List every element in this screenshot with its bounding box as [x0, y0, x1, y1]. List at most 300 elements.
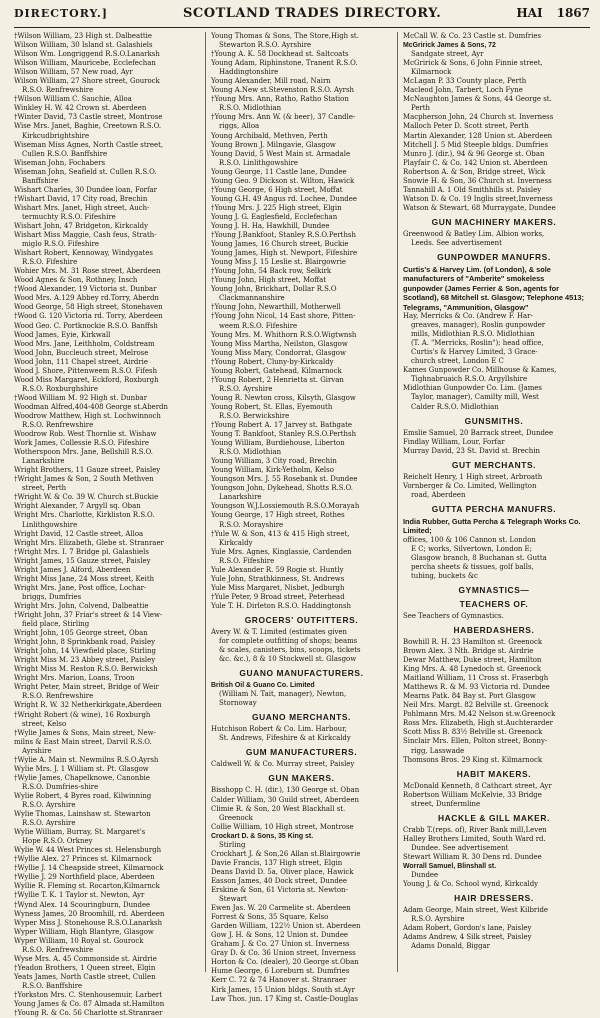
- directory-entry: †Young Mrs. J. 225 High street, Elgin: [210, 203, 342, 212]
- directory-entry: Wright James J. Alford, Aberdeen: [14, 565, 131, 574]
- directory-entry: Wilson William, Mauricebe, Ecclefechan: [14, 59, 156, 68]
- directory-entry: Woodrow Matthew, High st. Lochwinnoch: [14, 411, 161, 420]
- directory-entry: Young J. H. Ha, Hawkhill, Dundee: [210, 221, 330, 230]
- entry-continuation: Kirkcaldy: [218, 538, 253, 547]
- directory-entry: Woodman Alfred,404-408 George st.Aberdn: [14, 402, 168, 411]
- columns: [14, 32, 590, 1018]
- entry-continuation: road, Aberdeen: [410, 490, 466, 499]
- entry-continuation: R.S.O. Midlothian: [218, 448, 282, 457]
- directory-entry: †Wright James & Son, 2 South Methven: [14, 475, 154, 484]
- directory-entry: Watson & Stewart, 68 Murraygate, Dundee: [402, 203, 556, 212]
- directory-entry: Wright Mrs. Marion, Loans, Troon: [14, 674, 135, 683]
- directory-entry: Wilson William, 57 New road, Ayr: [14, 68, 133, 77]
- directory-entry: Wood George, 58 High street, Stonehaven: [14, 303, 163, 312]
- directory-entry: Young Adam, Riphinstone, Tranent R.S.O.: [210, 59, 358, 68]
- entry-continuation: Hope R.S.O. Orkney: [22, 837, 93, 846]
- directory-entry: Bowhill R. H. 23 Hamilton st. Greenock: [402, 637, 543, 646]
- directory-entry: Snowie H. & Son, 36 Church st. Inverness: [402, 176, 552, 185]
- directory-entry: †Yorkston Mrs. C. Stenhousemuir, Larbert: [14, 990, 163, 999]
- directory-entry: Wise Mrs. Janet, Baghie, Creetown R.S.O.: [14, 122, 162, 131]
- entry-continuation: (T. A. "Merricks, Roslin"); head office,: [410, 339, 544, 348]
- directory-entry: King Mrs. A. 48 Lynedoch st. Greenock: [402, 665, 542, 674]
- directory-entry: Wotherspoon Mrs. Jane, Bellshill R.S.O.: [14, 448, 153, 457]
- directory-entry: Adams Andrew, 4 Silk street, Paisley: [402, 933, 532, 942]
- directory-entry: Wylie Robert, 4 Byres road, Kilwinning: [14, 791, 152, 800]
- directory-entry: Wyness James, 20 Broomhill, rd. Aberdeen: [14, 909, 165, 918]
- entry-continuation: Calder R.S.O. Midlothian: [410, 402, 499, 411]
- directory-entry: McGririck & Sons, 6 John Finnie street,: [402, 59, 543, 68]
- directory-entry: †Young Mrs. Ann, Ratho, Ratho Station: [210, 95, 349, 104]
- entry-continuation: Taylor, manager), Camilty mill, West: [410, 393, 539, 402]
- directory-entry: Yeats James, North Castle street, Cullen: [14, 972, 156, 981]
- directory-entry: Climie R. & Son, 20 West Blackhall st.: [210, 804, 346, 813]
- entry-continuation: Dundee: [410, 870, 439, 879]
- section-heading: HABIT MAKERS.: [456, 768, 532, 779]
- directory-entry: Crockhart J. & Son,26 Allan st.Blairgowrie: [210, 849, 361, 858]
- directory-entry: Kerr C. 72 & 74 Hanover st. Stranraer: [210, 976, 347, 985]
- directory-entry: Wyper Miss J. Stonehouse R.S.O.Lanarksh: [14, 918, 163, 927]
- directory-entry: †Wyllie Alex. 27 Princes st. Kilmarnock: [14, 855, 152, 864]
- entry-continuation: church street, London E C: [410, 357, 504, 366]
- directory-entry: Brown Alex. 3 Nth. Bridge st. Airdrie: [402, 647, 534, 655]
- directory-entry: offices, 100 & 106 Cannon st. London: [402, 535, 536, 544]
- directory-entry: milns & East Main street, Darvil R.S.O.: [14, 737, 152, 746]
- directory-entry: Wright Mrs. Jane, Post office, Lochar-: [14, 583, 147, 592]
- directory-entry: Stewart William R. 30 Dens rd. Dundee: [402, 852, 542, 861]
- section-heading: GUN MAKERS.: [268, 773, 335, 784]
- directory-entry: Youngson Mrs. J. 55 Rosebank st. Dundee: [210, 475, 358, 484]
- directory-entry: †Young A. K. 58 Dockhead st. Saltcoats: [210, 50, 349, 59]
- entry-continuation: termuchty R.S.O. Fifeshire: [22, 212, 116, 221]
- directory-entry: †Young George, 6 High street, Moffat: [210, 185, 343, 194]
- directory-entry: Adam George, Main street, West Kilbride: [402, 906, 549, 915]
- directory-entry: Ross Mrs. Elizabeth, High st.Auchterarder: [402, 719, 553, 728]
- directory-entry: †Yule Peter, 9 Broad street, Peterhead: [210, 592, 345, 601]
- directory-entry: Young Miss Mary, Condorrat, Glasgow: [210, 348, 346, 357]
- directory-entry: Wright John, 105 George street, Oban: [14, 629, 148, 638]
- entry-continuation: Leeds. See advertisement: [410, 238, 502, 247]
- directory-entry: Woodrow Rob. West Thornlie st. Wishaw: [14, 430, 157, 439]
- directory-entry: Wright David, 12 Castle street, Alloa: [14, 529, 144, 538]
- entry-continuation: R.S.O. Berwickshire: [218, 411, 290, 420]
- directory-entry: Mearns Patk. 84 Bay st. Port Glasgow: [402, 692, 536, 701]
- directory-entry: Yule John, Strathkinness, St. Andrews: [210, 574, 345, 583]
- entry-continuation: St. Andrews, Fifeshire & at Kirkcaldy: [218, 734, 351, 743]
- directory-entry: Wright Miss Jane, 24 Moss street, Keith: [14, 574, 155, 583]
- entry-continuation: (William N. Tait, manager), Newton,: [218, 690, 347, 699]
- entry-continuation: weem R.S.O. Fifeshire: [218, 321, 298, 330]
- directory-entry: Wright R. W. 32 Netherkirkgate,Aberdeen: [14, 701, 162, 710]
- entry-continuation: Greenock: [218, 813, 253, 822]
- directory-entry: †Young John, 54 Back row, Selkirk: [210, 267, 332, 276]
- entry-continuation: R.S.O. Dumfries-shire: [22, 782, 99, 791]
- directory-entry: Mitchell J. 5 Mid Steeple bldgs. Dumfries: [402, 140, 549, 149]
- section-heading: TEACHERS OF.: [459, 598, 529, 609]
- entry-continuation: Glasgow branch, 8 Buchanan st. Gutta: [410, 553, 547, 562]
- entry-continuation: Ayrshire: [22, 746, 52, 755]
- directory-entry: Wylie Thomas, Lainshaw st. Stewarton: [14, 810, 151, 819]
- entry-continuation: R.S.O. Renfrewshire: [22, 86, 94, 95]
- directory-entry: Wylie William, Burray, St. Margaret's: [14, 828, 146, 837]
- directory-entry: †Young R. & Co. 56 Charlotte st.Stranraer: [14, 1009, 163, 1018]
- directory-entry: Wright James, 15 Gauze street, Paisley: [14, 556, 151, 565]
- directory-entry: Halley Brothers Limited, South Ward rd.: [402, 834, 546, 843]
- directory-entry: See Teachers of Gymnastics.: [402, 611, 504, 620]
- entry-continuation: Cullen R.S.O. Banffshire: [22, 149, 108, 158]
- entry-continuation: R.S.O. Renfrewshire: [22, 421, 94, 430]
- directory-entry: Young Mrs. M. Whithorn R.S.O.Wigtwnsh: [210, 330, 357, 339]
- directory-entry: Horton & Co. (dealer), 20 George st.Oban: [210, 958, 359, 967]
- directory-entry: Young Geo. 9 Dickson st. Wilton, Hawick: [210, 176, 355, 185]
- section-heading: GUT MERCHANTS.: [451, 459, 537, 470]
- featured-entry: Worrall Samuel, Blinshall st.: [402, 862, 497, 870]
- section-heading: GUTTA PERCHA MANUFRS.: [431, 503, 557, 514]
- entry-continuation: R.S.O. Fifeshire: [22, 258, 78, 267]
- entry-continuation: percha sheets & tissues, golf balls,: [410, 562, 534, 571]
- entry-continuation: Sandgate street, Ayr: [410, 50, 484, 59]
- directory-entry: Martin Alexander, 128 Union st. Aberdeen: [402, 131, 553, 140]
- section-heading: GUM MANUFACTURERS.: [245, 747, 358, 758]
- directory-entry: Yule T. H. Dirleton R.S.O. Haddingtonsh: [210, 601, 351, 610]
- directory-entry: Macpherson John, 24 Church st. Inverness: [402, 113, 554, 122]
- directory-entry: Wishart Charles, 30 Dundee loan, Forfar: [14, 185, 157, 194]
- section-heading: GROCERS' OUTFITTERS.: [244, 615, 359, 625]
- entry-continuation: greaves, manager), Roslin gunpowder: [410, 321, 546, 330]
- directory-entry: Neil Mrs. Margt. 82 Belville st. Greenock: [402, 701, 549, 710]
- directory-entry: Wiseman John, Seafield st. Cullen R.S.O.: [14, 167, 157, 176]
- directory-entry: Hutchison Robert & Co. Lim. Harbour,: [210, 725, 347, 734]
- directory-entry: Findlay William, Lour, Forfar: [402, 437, 505, 446]
- directory-entry: Tannahill A. 1 Old Smithhills st. Paisley: [402, 185, 542, 194]
- directory-entry: Garden William, 122½ Union st. Aberdeen: [210, 922, 361, 931]
- directory-entry: Young G.H. 49 Angus rd. Lochee, Dundee: [210, 194, 357, 203]
- directory-entry: Young James & Co. 87 Almada st.Hamilton: [14, 1000, 165, 1009]
- directory-entry: Young J. G. Eaglesfield, Ecclefechan: [210, 212, 338, 221]
- entry-continuation: Adams Donald, Biggar: [410, 942, 490, 951]
- directory-entry: Wright Miss M. 23 Abbey street, Paisley: [14, 656, 156, 665]
- entry-continuation: Curtis's & Harvey Limited, 3 Grace-: [410, 348, 538, 357]
- directory-entry: Robertson A. & Son, Bridge street, Wick: [402, 167, 546, 176]
- directory-entry: †Wylie A. Main st. Newmilns R.S.O.Ayrsh: [14, 755, 159, 764]
- section-heading: GUNSMITHS.: [464, 415, 524, 426]
- directory-entry: Reichelt Henry, 1 High street, Arbroath: [402, 472, 543, 481]
- directory-entry: †Young John, Newarthill, Motherwell: [210, 303, 341, 312]
- directory-entry: †Wright Robert (& wine), 16 Roxburgh: [14, 710, 151, 719]
- directory-entry: †Wyllie J. 14 Cheapside street, Kilmarnock: [14, 864, 164, 873]
- running-head-left: DIRECTORY.]: [14, 7, 109, 20]
- directory-entry: Wright Peter, Main street, Bridge of Weir: [14, 683, 159, 692]
- directory-entry: Work James, Collessie R.S.O. Fifeshire: [14, 439, 150, 448]
- column-1: [14, 32, 206, 1018]
- featured-entry: British Oil & Guano Co. Limited: [210, 682, 315, 690]
- featured-notice: Curtis's & Harvey Lim. (of London), & sole manufacturers of "Amberite" smokeless gunpowder (James Ferrier & Son, agents for Scotland), 68 Mitchell st. Glasgow; Telephone 4513; Telegrams, "Ammunition, Glasgow": [402, 265, 584, 312]
- entry-continuation: street, Perth: [22, 484, 67, 493]
- entry-continuation: &c. &c.), 8 & 10 Stockwell st. Glasgow: [218, 655, 357, 664]
- directory-entry: Wright Brothers, 11 Gauze street, Paisley: [14, 466, 161, 475]
- directory-entry: Young John, Brickhart, Dollar R.S.O: [210, 285, 337, 294]
- entry-continuation: R.S.O. Renfrewshire: [22, 945, 94, 954]
- featured-entry: Crockart D. & Sons, 35 King st.: [210, 832, 314, 840]
- directory-entry: Scott Miss B. 83½ Belville st. Greenock: [402, 728, 543, 737]
- directory-entry: Wood Mrs. A.129 Abbey rd.Torry, Aberdn: [14, 294, 159, 303]
- entry-continuation: R.S.O. Midlothian: [218, 104, 282, 113]
- entry-continuation: mills, Midlothian R.S.O. Midlothian: [410, 330, 535, 339]
- entry-continuation: R.S.O. Ayrshire: [218, 384, 273, 393]
- directory-entry: Vornberger & Co. Limited, Wellington: [402, 481, 537, 490]
- entry-continuation: R.S.O. Banffshire: [22, 981, 83, 990]
- directory-entry: Kames Gunpowder Co. Millhouse & Kames,: [402, 366, 557, 375]
- directory-entry: Wood John, Buccleuch street, Melrose: [14, 348, 149, 357]
- directory-entry: Winkley H. W. 42 Crown st. Aberdeen: [14, 104, 147, 113]
- directory-entry: †Young Robert, 2 Henrietta st. Girvan: [210, 375, 344, 384]
- directory-entry: †Wright Mrs. I. 7 Bridge pl. Galashiels: [14, 547, 149, 556]
- directory-entry: Wright Mrs. Charlotte, Kirkliston R.S.O.: [14, 511, 155, 520]
- featured-notice: India Rubber, Gutta Percha & Telegraph Works Co. Limited;: [402, 516, 581, 536]
- directory-entry: Hay, Merricks & Co. (Andrew F. Har-: [402, 312, 533, 321]
- directory-entry: †Young Robert A. 17 Jarvey st. Bathgate: [210, 421, 352, 430]
- directory-entry: †Young Mrs. Ann W. (& beer), 37 Candle-: [210, 113, 356, 122]
- directory-entry: Matthews R. & M. 93 Victoria rd. Dundee: [402, 683, 550, 692]
- section-heading: GUNPOWDER MANUFRS.: [437, 252, 551, 263]
- entry-continuation: Haddingtonshire: [218, 68, 279, 77]
- section-label: HAI: [516, 6, 543, 20]
- directory-entry: †Young John, High street, Moffat: [210, 276, 327, 285]
- entry-continuation: R.S.O. Renfrewshire: [22, 692, 94, 701]
- page-title: SCOTLAND TRADES DIRECTORY.: [183, 6, 442, 21]
- directory-entry: †Wylie James & Sons, Main street, New-: [14, 728, 156, 737]
- directory-entry: Young Robert, St. Ellas, Eyemouth: [210, 402, 333, 411]
- directory-entry: Wright Miss M. Reston R.S.O. Berwicksh: [14, 665, 158, 674]
- directory-entry: †Yule W. & Son, 413 & 415 High street,: [210, 529, 350, 538]
- entry-continuation: E C; works, Silvertown, London E;: [410, 544, 532, 553]
- directory-entry: Wright John, 14 Viewfield place, Stirling: [14, 647, 156, 656]
- directory-entry: Wylie Mrs. J. 1 William st. Pt. Glasgow: [14, 764, 149, 773]
- directory-entry: Emslie Samuel, 20 Barrack street, Dundee: [402, 428, 554, 437]
- directory-entry: Wilson Wm. Longriggend R.S.O.Lanarksh: [14, 50, 160, 59]
- page-header: [14, 6, 590, 28]
- directory-entry: Young Thomas & Sons, The Store,High st.: [210, 32, 359, 40]
- directory-entry: Young Alexander, Mill road, Nairn: [210, 77, 331, 86]
- directory-entry: †Wishart David, 17 City road, Brechin: [14, 194, 148, 203]
- section-heading: HABERDASHERS.: [453, 624, 535, 635]
- entry-continuation: Perth: [410, 104, 431, 113]
- directory-entry: Young Robert, Gatehead, Kilmarnock: [210, 366, 342, 375]
- directory-entry: McNaughton James & Sons, 44 George st.: [402, 95, 552, 104]
- directory-entry: Calder William, 30 Guild street, Aberdeen: [210, 795, 359, 804]
- entry-continuation: Stirling: [218, 840, 246, 849]
- directory-entry: Wood Miss Margaret, Eckford, Roxburgh: [14, 375, 159, 384]
- directory-entry: Wood J. Shore, Pittenweem R.S.O. Fifesh: [14, 366, 158, 375]
- directory-entry: Wood James, Eyie, Kirkwall: [14, 330, 111, 339]
- section-heading: HAIR DRESSERS.: [454, 893, 534, 904]
- directory-entry: Young James, 16 Church street, Buckie: [210, 240, 349, 249]
- directory-entry: Wishart Robert, Kennoway, Windygates: [14, 249, 153, 258]
- entry-continuation: rigg, Lasswade: [410, 746, 465, 755]
- directory-entry: Law Thos. jun. 17 King st. Castle-Douglas: [210, 994, 358, 1003]
- directory-entry: Maitland William, 11 Cross st. Fraserbgh: [402, 674, 549, 683]
- directory-entry: Caldwell W. & Co. Murray street, Paisley: [210, 760, 355, 769]
- entry-continuation: for complete outfitting of shops; beams: [218, 637, 358, 646]
- entry-continuation: R.S.O. Fifeshire: [218, 556, 275, 565]
- directory-entry: Yule Mrs. Agnes, Kinglassie, Cardenden: [210, 547, 352, 556]
- directory-entry: Wood Mrs. Jane, Leithholm, Coldstream: [14, 339, 155, 348]
- directory-entry: †Young J.Bankfoot, Stanley R.S.O.Perthsh: [210, 231, 356, 240]
- directory-entry: Wright John, 8 Sprinkbank road, Paisley: [14, 638, 156, 647]
- directory-entry: Deans David D. 5a, Oliver place, Hawick: [210, 867, 354, 876]
- entry-continuation: Dundee. See advertisement: [410, 843, 509, 852]
- section-heading: GUANO MANUFACTURERS.: [239, 668, 364, 679]
- directory-entry: Wright Mrs. John, Colvend, Dalbeattie: [14, 601, 149, 610]
- column-2: [206, 32, 398, 1003]
- directory-entry: Ewen Jas. W. 20 Carmelite st. Aberdeen: [210, 904, 351, 913]
- entry-continuation: field place, Stirling: [22, 620, 90, 629]
- directory-entry: Murray David, 23 St. David st. Brechin: [402, 446, 540, 455]
- directory-entry: Young William, Kirk-Yetholm, Kelso: [210, 466, 334, 475]
- directory-entry: †Winter David, 73 Castle street, Montrose: [14, 113, 163, 122]
- entry-continuation: Clackmannanshire: [218, 294, 285, 303]
- directory-entry: †Wood Alexander, 19 Victoria st. Dunbar: [14, 285, 157, 294]
- directory-entry: Thomsons Bros. 29 King st. Kilmarnock: [402, 755, 543, 764]
- directory-entry: Adam Robert, Gordon's lane, Paisley: [402, 924, 532, 933]
- directory-entry: Wishart Mrs. Janet, High street, Auch-: [14, 203, 150, 212]
- directory-entry: †Wynd Alex. 14 Scouringburn, Dundee: [14, 900, 151, 909]
- directory-entry: †Wylie James, Chapelknowe, Canonbie: [14, 773, 150, 782]
- entry-continuation: Kilmarnock: [410, 68, 452, 77]
- directory-entry: Young Miss Martha, Neilston, Glasgow: [210, 339, 348, 348]
- directory-entry: †Wilson William, 23 High st. Dalbeattie: [14, 32, 153, 40]
- directory-entry: Young George, 11 Castle lane, Dundee: [210, 167, 347, 176]
- directory-entry: †Yeadon Brothers, 1 Queen street, Elgin: [14, 963, 156, 972]
- entry-continuation: street, Kelso: [22, 719, 67, 728]
- directory-entry: Gow J. H. & Sons, 12 Union st. Dundee: [210, 931, 349, 940]
- directory-entry: †Young John Nicol, 14 East shore, Pitten-: [210, 312, 356, 321]
- directory-entry: Yule Alexander R. 59 Rogie st. Huntly: [210, 565, 344, 574]
- directory-entry: Macleod John, Tarbert, Loch Fyne: [402, 86, 523, 95]
- entry-continuation: R.S.O. Roxburghshire: [22, 384, 98, 393]
- entry-continuation: R.S.O. Morayshire: [218, 520, 284, 529]
- directory-entry: Wishart John, 47 Bridgeton, Kirkcaldy: [14, 221, 149, 230]
- directory-entry: Davie Francis, 137 High street, Elgin: [210, 858, 343, 867]
- directory-entry: Young Miss J. 15 Leslie st. Blairgowrie: [210, 258, 347, 267]
- entry-continuation: R.S.O. Ayrshire: [22, 800, 76, 809]
- directory-entry: Wright Alexander, 7 Argyll sq. Oban: [14, 502, 141, 511]
- directory-entry: †Wright John, 37 Friar's street & 14 View-: [14, 611, 163, 619]
- directory-entry: Young George, 17 High street, Rothes: [210, 511, 345, 520]
- directory-entry: Greenwood & Batley Lim. Albion works,: [402, 229, 545, 238]
- directory-entry: Wyse Mrs. A. 45 Commonside st. Airdrie: [14, 954, 157, 963]
- directory-entry: Wood John, 111 Chapel street, Airdrie: [14, 357, 148, 366]
- directory-entry: †Wyllie T. K. 1 Taylor st. Newton, Ayr: [14, 891, 145, 900]
- directory-entry: Wyper William, High Blantyre, Glasgow: [14, 927, 154, 936]
- directory-entry: Young T. Bankfoot, Stanley R.S.O.Perthsh: [210, 430, 357, 439]
- directory-entry: Wood Agnes & Son, Rothney, Insch: [14, 276, 138, 285]
- entry-continuation: Lanarkshire: [22, 457, 65, 466]
- directory-entry: Young A.New st.Stevenston R.S.O. Ayrsh: [210, 86, 354, 95]
- directory-entry: Young Archibald, Methven, Perth: [210, 131, 328, 140]
- directory-entry: †Wood G. 120 Victoria rd. Torry, Aberdeen: [14, 312, 163, 321]
- directory-entry: Midlothian Gunpowder Co. Lim. (James: [402, 384, 542, 393]
- directory-entry: Wylie W. 44 West Princes st. Helensburgh: [14, 846, 162, 855]
- entry-continuation: R.S.O. Ayrshire: [410, 915, 465, 924]
- entry-continuation: Banffshire: [22, 176, 59, 185]
- directory-entry: Avery W. & T. Limited (estimates given: [210, 628, 347, 636]
- directory-entry: McDonald Kenneth, 8 Cathcart street, Ayr: [402, 781, 552, 790]
- directory-entry: Wood Geo. C. Portknockie R.S.O. Banffsh: [14, 321, 158, 330]
- directory-entry: †Wright W. & Co. 39 W. Church st.Buckie: [14, 493, 159, 502]
- directory-entry: Youngson W.J.Lossiemouth R.S.O.Morayah: [210, 502, 360, 511]
- directory-entry: McLagan P. 33 County place, Perth: [402, 77, 527, 86]
- directory-entry: Hume George, 6 Loreburn st. Dumfries: [210, 967, 350, 976]
- directory-entry: Forrest & Sons, 35 Square, Kelso: [210, 913, 329, 922]
- directory-entry: Watson D. & Co. 19 Inglis street,Inverness: [402, 194, 553, 203]
- column-3: [398, 32, 590, 972]
- directory-entry: †Young Robert, Cluny-by-Kirkcaldy: [210, 357, 334, 366]
- section-heading: HACKLE & GILL MAKER.: [438, 812, 550, 823]
- entry-continuation: Kirkcudbrightshire: [22, 131, 90, 140]
- directory-entry: Bisshopp C. H. (dir.), 130 George st. Oban: [210, 786, 360, 795]
- directory-entry: Pohlmann Mrs. M.42 Nelson st.w.Greenock: [402, 710, 556, 719]
- directory-entry: Collie William, 10 High street, Montrose: [210, 822, 354, 831]
- directory-entry: Gray D. & Co. 36 Union street, Inverness: [210, 949, 356, 958]
- directory-entry: †Wilson William C. Sauchie, Alloa: [14, 95, 132, 104]
- directory-entry: Wishart Miss Maggie, Cash feus, Strath-: [14, 231, 157, 240]
- directory-entry: Young R. Newton cross, Kilsyth, Glasgow: [210, 393, 356, 402]
- entry-continuation: & scales, canisters, bins, scoops, tickets: [218, 646, 361, 655]
- directory-entry: Playfair C. & Co. 142 Union st. Aberdeen: [402, 158, 548, 167]
- directory-entry: Wright Mrs. Elizabeth, Glebe st. Stranraer: [14, 538, 164, 547]
- running-head-right: [516, 6, 590, 20]
- directory-entry: Young J. & Co. School wynd, Kirkcaldy: [402, 880, 539, 889]
- directory-entry: †Wood William M. 92 High st. Dunbar: [14, 393, 148, 402]
- directory-entry: †Wyllie J. 29 Northfield place, Aberdeen: [14, 873, 155, 882]
- entry-continuation: R.S.O. Linlithgowshire: [218, 158, 299, 167]
- directory-entry: McCall W. & Co. 23 Castle st. Dumfries: [402, 32, 542, 40]
- entry-continuation: R.S.O. Ayrshire: [22, 819, 76, 828]
- featured-entry: McGririck James & Sons, 72: [402, 42, 496, 50]
- directory-entry: Crabb T.(reps. of), River Bank mill,Leven: [402, 825, 547, 834]
- entry-continuation: Stewarton R.S.O. Ayrshire: [218, 41, 312, 50]
- directory-entry: Young Brown J. Milngavie, Glasgow: [210, 140, 336, 149]
- directory-entry: Wilson William, 30 Island st. Galashiels: [14, 41, 153, 50]
- directory-entry: Graham J. & Co. 27 Union st. Inverness: [210, 940, 350, 949]
- directory-entry: Youngson John, Dykehead, Shotts R.S.O.: [210, 484, 353, 493]
- section-heading: GUN MACHINERY MAKERS.: [431, 216, 557, 227]
- directory-entry: Wiseman John, Fochabers: [14, 158, 106, 167]
- directory-entry: Young David, 5 West Main st. Armadale: [210, 149, 351, 158]
- directory-entry: Sinclair Mrs. Ellen, Polton street, Bonny-: [402, 737, 548, 746]
- entry-continuation: riggs, Alloa: [218, 122, 260, 131]
- directory-entry: Young William, Burdiehouse, Liberton: [210, 439, 345, 448]
- entry-continuation: Lanarkshire: [218, 493, 262, 502]
- directory-entry: Young James, High st. Newport, Fifeshire: [210, 249, 358, 258]
- directory-entry: Easson James, 40 Dock street, Dundee: [210, 876, 348, 885]
- directory-entry: Wiseman Miss Agnes, North Castle street,: [14, 140, 164, 149]
- directory-entry: Robertson William McKelvie, 33 Bridge: [402, 790, 542, 799]
- entry-continuation: Tighnabruaich R.S.O. Argyllshire: [410, 375, 528, 384]
- entry-continuation: Stornoway: [218, 699, 257, 708]
- directory-entry: Wohier Mrs. M. 31 Rose street, Aberdeen: [14, 267, 161, 276]
- directory-entry: Young William, 3 City road, Brechin: [210, 457, 337, 466]
- directory-entry: Dewar Matthew, Duke street, Hamilton: [402, 656, 542, 665]
- page-number: 1867: [556, 6, 590, 20]
- directory-entry: Wilson William, 27 Shore street, Gourock: [14, 77, 160, 86]
- directory-entry: Kirk James, 15 Union bldgs. South st.Ayr: [210, 985, 355, 994]
- directory-entry: Munro J. (dir.), 94 & 96 George st. Oban: [402, 149, 545, 158]
- section-heading: GYMNASTICS—: [458, 584, 530, 595]
- entry-continuation: miglo R.S.O. Fifeshire: [22, 240, 100, 249]
- directory-entry: Yule Miss Margaret, Nisbet, Jedburgh: [210, 583, 345, 592]
- entry-continuation: Linlithgowshire: [22, 520, 78, 529]
